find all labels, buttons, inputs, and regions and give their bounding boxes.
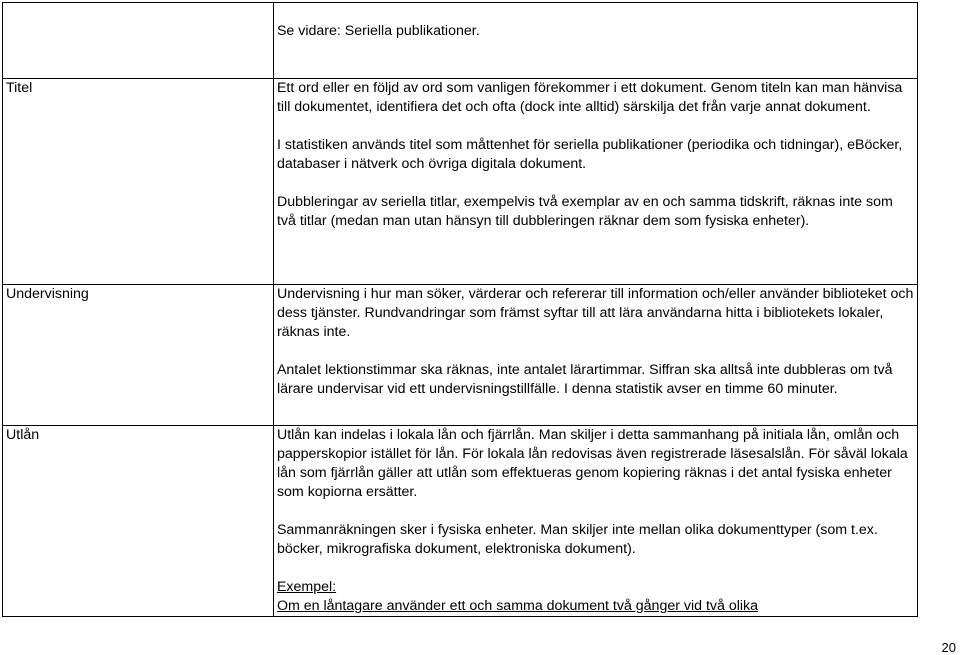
see-also-text: Se vidare: Seriella publikationer. (276, 23, 480, 39)
table-row-utlan (3, 426, 918, 617)
definition-titel (273, 79, 917, 285)
table-row-undervisning (3, 285, 918, 426)
paragraph: Sammanräkningen sker i fysiska enheter. Man skiljer inte mellan olika dokumenttyper (som t.ex. böcker, mikrografiska dokument, elektroniska dokument). (276, 522, 878, 557)
paragraph: Undervisning i hur man söker, värderar och refererar till information och/eller använder biblioteket och dess tjänster. Rundvandringar som främst syftar till att lära användarna hitta i bibliotekets lokaler, räknas inte. (276, 286, 914, 340)
term-undervisning: Undervisning (3, 285, 274, 426)
term-cell-empty (3, 3, 274, 79)
table-row-titel (3, 79, 918, 285)
definitions-table (2, 2, 918, 617)
definition-undervisning (273, 285, 917, 426)
term-titel: Titel (3, 79, 274, 285)
definition-utlan (273, 426, 917, 617)
page-number: 20 (941, 640, 956, 655)
example-text: Om en låntagare använder ett och samma dokument två gånger vid två olika (276, 598, 759, 614)
paragraph: Antalet lektionstimmar ska räknas, inte antalet lärartimmar. Siffran ska alltså inte dubbleras om två lärare undervisar vid ett undervisningstillfälle. I denna statistik avser en timme 60 minuter. (276, 362, 893, 397)
paragraph: Ett ord eller en följd av ord som vanligen förekommer i ett dokument. Genom titeln kan man hänvisa till dokumentet, identifiera det och ofta (dock inte alltid) särskilja det från varje annat dokument. (276, 80, 903, 115)
see-also-cell (273, 3, 917, 79)
term-utlan: Utlån (3, 426, 274, 617)
paragraph: I statistiken används titel som måttenhet för seriella publikationer (periodika och tidningar), eBöcker, databaser i nätverk och övriga digitala dokument. (276, 137, 903, 172)
example-label: Exempel: (276, 579, 337, 595)
paragraph: Dubbleringar av seriella titlar, exempelvis två exemplar av en och samma tidskrift, räknas inte som två titlar (medan man utan hänsyn till dubbleringen räknar dem som fysiska enheter). (276, 194, 893, 229)
example-block (277, 578, 914, 616)
table-row-see-also (3, 3, 918, 79)
paragraph: Utlån kan indelas i lokala lån och fjärrlån. Man skiljer i detta sammanhang på initiala lån, omlån och papperskopior istället för lån. För lokala lån redovisas även registrerade läsesalslån. För såväl lokala lån som fjärrlån gäller att utlån som effektueras genom kopiering räknas i det antal fysiska enheter som kopiorna ersätter. (276, 427, 908, 500)
